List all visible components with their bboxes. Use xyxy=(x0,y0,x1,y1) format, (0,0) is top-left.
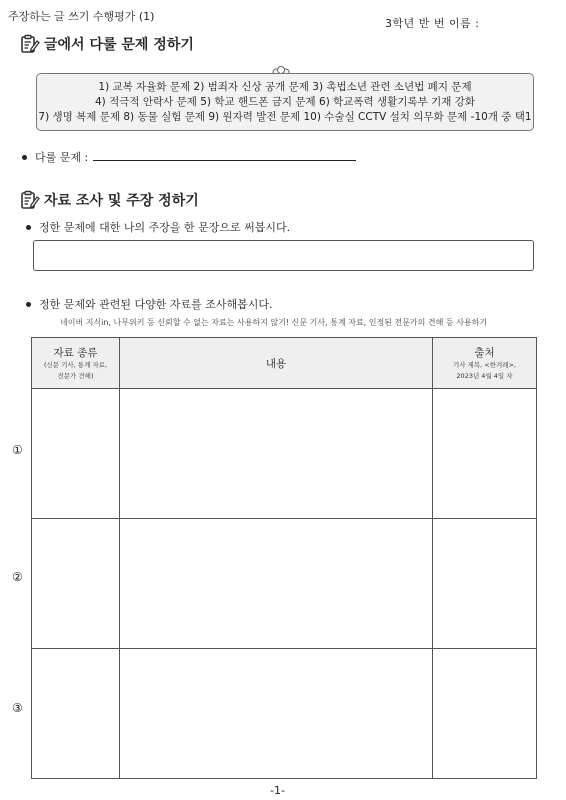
cell-content[interactable] xyxy=(120,389,433,519)
header-content-label: 내용 xyxy=(265,357,287,370)
row-label: ① xyxy=(12,443,23,457)
problem-answer-line[interactable] xyxy=(93,160,356,161)
claim-prompt-text: 정한 문제에 대한 나의 주장을 한 문장으로 써봅시다. xyxy=(39,221,291,234)
header-type-hint: (신문 기사, 통계 자료, xyxy=(43,360,108,369)
row-label: ② xyxy=(12,570,23,584)
student-info-line: 3학년 반 번 이름 : xyxy=(385,17,480,30)
header-source-hint: 2023년 4월 4일 자 xyxy=(456,371,513,380)
topic-list-box xyxy=(36,73,534,131)
research-hint: 네이버 지식in, 나무위키 등 신뢰할 수 없는 자료는 사용하지 않기! 신문 기사, 통계 자료, 인정된 전문가의 견해 등 사용하기 xyxy=(60,318,488,327)
header-source xyxy=(433,338,537,389)
claim-prompt xyxy=(26,219,290,235)
table-row xyxy=(32,519,537,649)
header-type-hint: 전문가 견해) xyxy=(57,371,94,380)
research-table xyxy=(31,337,537,779)
table-header-row xyxy=(32,338,537,389)
clipboard-pen-icon xyxy=(20,190,40,210)
table-row xyxy=(32,389,537,519)
worksheet-subtitle: 주장하는 글 쓰기 수행평가 (1) xyxy=(8,10,155,23)
topic-line: 7) 생명 복제 문제 8) 동물 실험 문제 9) 원자력 발전 문제 10) 수술실 CCTV 설치 의무화 문제 -10개 중 택1 xyxy=(38,111,532,123)
section1-title: 글에서 다룰 문제 정하기 xyxy=(44,37,194,53)
cell-content[interactable] xyxy=(120,519,433,649)
row-label: ③ xyxy=(12,701,23,715)
cell-source[interactable] xyxy=(433,519,537,649)
bullet-icon xyxy=(22,155,27,160)
cell-type[interactable] xyxy=(32,389,120,519)
section2-title: 자료 조사 및 주장 정하기 xyxy=(44,193,199,209)
topic-line: 1) 교복 자율화 문제 2) 범죄자 신상 공개 문제 3) 촉법소년 관련 소년법 폐지 문제 xyxy=(98,81,472,93)
header-type xyxy=(32,338,120,389)
cell-content[interactable] xyxy=(120,649,433,779)
claim-input-box[interactable] xyxy=(33,240,534,271)
header-content xyxy=(120,338,433,389)
clipboard-pen-icon xyxy=(20,34,40,54)
table-row xyxy=(32,649,537,779)
cell-source[interactable] xyxy=(433,389,537,519)
header-source-label: 출처 xyxy=(474,346,495,359)
problem-field xyxy=(22,149,88,165)
cell-source[interactable] xyxy=(433,649,537,779)
section1-heading xyxy=(20,34,194,54)
research-prompt xyxy=(26,296,273,312)
problem-label: 다룰 문제 : xyxy=(35,151,89,164)
section2-heading xyxy=(20,190,199,210)
header-type-label: 자료 종류 xyxy=(53,346,98,359)
page-number: -1- xyxy=(270,784,285,797)
bullet-icon xyxy=(26,302,31,307)
bullet-icon xyxy=(26,225,31,230)
header-source-hint: 기사 제목, <한겨레>, xyxy=(452,360,517,369)
cell-type[interactable] xyxy=(32,649,120,779)
cell-type[interactable] xyxy=(32,519,120,649)
research-prompt-text: 정한 문제와 관련된 다양한 자료를 조사해봅시다. xyxy=(39,298,273,311)
topic-line: 4) 적극적 안락사 문제 5) 학교 핸드폰 금지 문제 6) 학교폭력 생활기록부 기재 강화 xyxy=(94,96,475,108)
